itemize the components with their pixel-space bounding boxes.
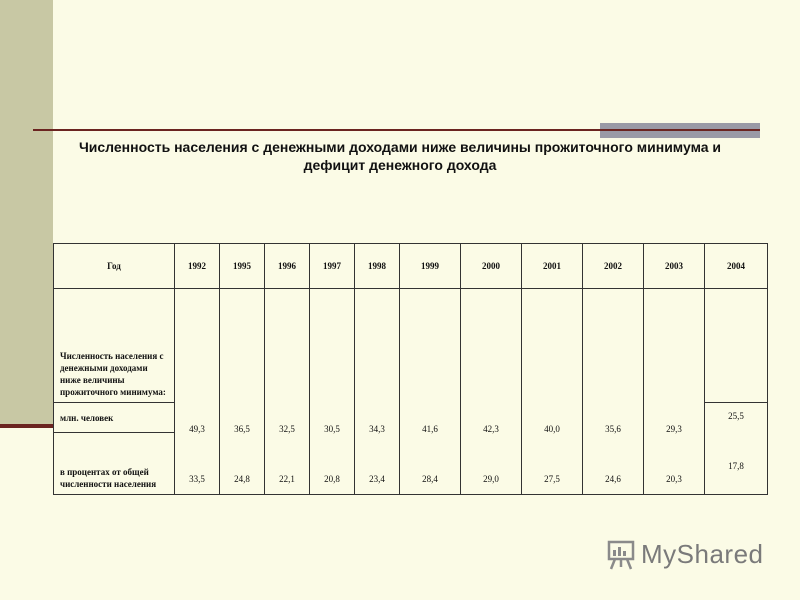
value-cell — [355, 289, 400, 495]
year-cell: 2001 — [522, 244, 583, 289]
slide-title-line-2: дефицит денежного дохода — [303, 157, 497, 173]
pct-row-label: в процентах от общей численности населения — [54, 433, 175, 495]
year-cell: 2000 — [461, 244, 522, 289]
mln-value: 29,3 — [666, 423, 682, 434]
slide-title — [40, 138, 760, 174]
mln-value: 36,5 — [234, 423, 250, 434]
pct-value: 20,8 — [324, 473, 340, 484]
value-cell — [644, 289, 705, 495]
value-cell — [583, 289, 644, 495]
year-cell: 2002 — [583, 244, 644, 289]
top-decoration-box — [600, 123, 760, 138]
pct-value: 28,4 — [422, 473, 438, 484]
poverty-data-table — [53, 243, 768, 495]
year-cell: 1998 — [355, 244, 400, 289]
value-cell-top-2004 — [705, 289, 768, 403]
mln-value: 34,3 — [369, 423, 385, 434]
myshared-logo — [607, 535, 764, 573]
mln-value: 30,5 — [324, 423, 340, 434]
pct-value: 33,5 — [189, 473, 205, 484]
pct-value: 24,6 — [605, 473, 621, 484]
pct-value: 20,3 — [666, 473, 682, 484]
section-label: Численность населения с денежными доходами ниже величины прожиточного минимума: — [54, 289, 175, 403]
value-cell — [400, 289, 461, 495]
value-cell — [220, 289, 265, 495]
year-cell: 1999 — [400, 244, 461, 289]
value-cell — [461, 289, 522, 495]
pct-value: 22,1 — [279, 473, 295, 484]
mln-row-label: млн. человек — [54, 403, 175, 433]
pct-value: 29,0 — [483, 473, 499, 484]
mln-value: 35,6 — [605, 423, 621, 434]
value-cell — [310, 289, 355, 495]
value-cell — [265, 289, 310, 495]
year-cell: 1992 — [175, 244, 220, 289]
year-cell: 1997 — [310, 244, 355, 289]
year-cell: 1996 — [265, 244, 310, 289]
value-cell — [175, 289, 220, 495]
year-header-row — [54, 244, 768, 289]
side-decoration-bar — [0, 0, 53, 425]
slide-title-line-1: Численность населения с денежными доходами ниже величины прожиточного минимума и — [78, 139, 722, 155]
value-cell — [705, 403, 768, 495]
pct-value: 24,8 — [234, 473, 250, 484]
presentation-board-icon — [607, 540, 635, 568]
value-cell — [522, 289, 583, 495]
mln-value: 40,0 — [544, 423, 560, 434]
pct-value: 23,4 — [369, 473, 385, 484]
section-row — [54, 289, 768, 403]
mln-value: 42,3 — [483, 423, 499, 434]
year-cell: 2004 — [705, 244, 768, 289]
logo-text: MyShared — [641, 538, 764, 569]
pct-value: 17,8 — [728, 461, 744, 471]
mln-value: 25,5 — [728, 411, 744, 421]
mln-value: 41,6 — [422, 423, 438, 434]
year-cell: 2003 — [644, 244, 705, 289]
side-decoration-line — [0, 424, 53, 428]
mln-value: 49,3 — [189, 423, 205, 434]
year-header-label: Год — [54, 244, 175, 289]
mln-value: 32,5 — [279, 423, 295, 434]
pct-value: 27,5 — [544, 473, 560, 484]
year-cell: 1995 — [220, 244, 265, 289]
